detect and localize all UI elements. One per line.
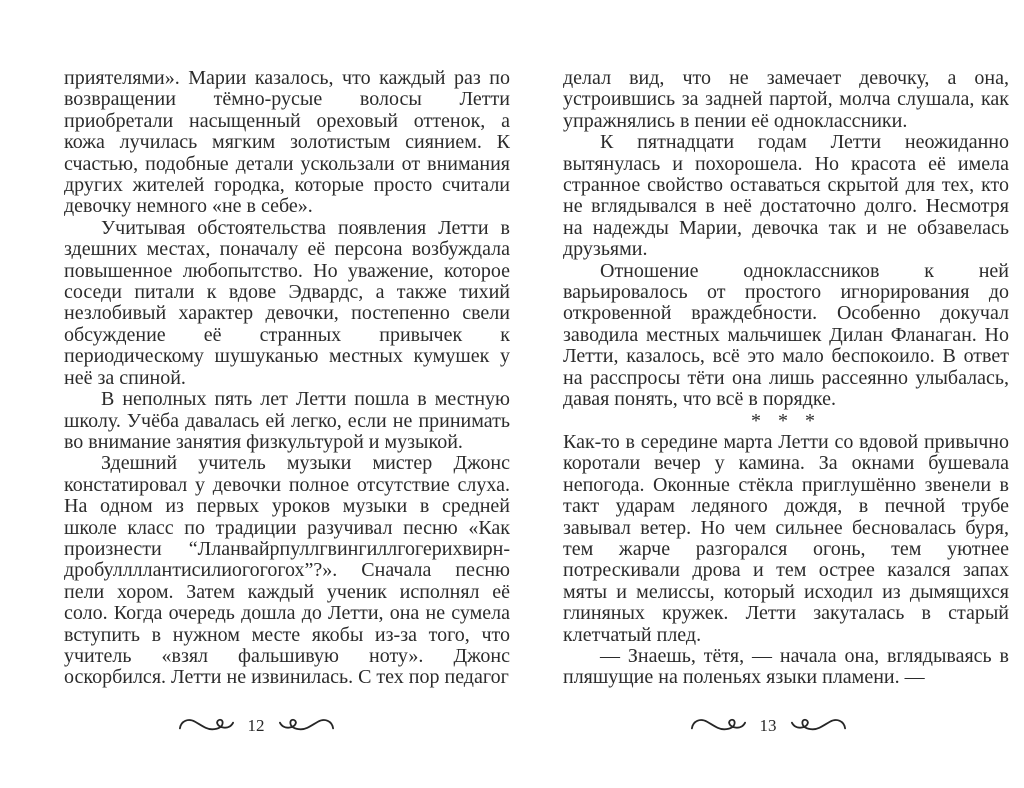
paragraph: К пятнадцати годам Летти неожиданно вытянулась и похорошела. Но красота её имела странное свойство оставаться скрытой для тех, кто не вглядывался в неё достаточно долго. Несмотря на надежды Марии, девочка так и не обзавелась друзьями. [563, 131, 1009, 261]
paragraph: Отношение одноклассников к ней варьировалось от простого игнорирования до откровенной враждебности. Особенно докучал заводила местных мальчишек Дилан Фланаган. Но Летти, казалось, всё это мало беспокоило. В ответ на расспросы тёти она лишь рассеянно улыбалась, давая понять, что всё в порядке. [563, 259, 1009, 411]
page-number: 13 [759, 716, 777, 735]
paragraph: Учитывая обстоятельства появления Летти в здешних местах, поначалу её персона возбуждала повышенное любопытство. Но уважение, которое соседи питали к вдове Эдвардс, а также тихий незлобивый характер девочки, постепенно свели обсуждение её странных привычек к периодическому шушуканью местных кумушек у неё за спиной. [64, 216, 510, 389]
paragraph: Здешний учитель музыки мистер Джонс констатировал у девочки полное отсутствие слуха. На одном из первых уроков музыки в средней школе класс по традиции разучивал песню «Как произнести “Лланвайрпуллгвингиллгогерихвирндробуллллантисилиогогогох”?». Сначала песню пели хором. Затем каждый ученик исполнял её соло. Когда очередь дошла до Летти, она не сумела вступить в нужном месте якобы из-за того, что учитель «взял фальшивую ноту». Джонс оскорбился. Летти не извинилась. С тех пор педагог [64, 452, 510, 689]
flourish-left-icon [178, 716, 235, 736]
paragraph: — Знаешь, тётя, — начала она, вглядываясь в пляшущие на поленьях языки пламени. — [563, 644, 1009, 689]
flourish-right-icon [278, 716, 335, 736]
page-right-text [563, 68, 1009, 689]
page-footer [512, 716, 1024, 736]
section-separator: * * * [751, 409, 821, 432]
page-number: 12 [247, 716, 265, 735]
page-right [512, 0, 1024, 788]
page-footer [0, 716, 512, 736]
paragraph: В неполных пять лет Летти пошла в местную школу. Учёба давалась ей легко, если не принимать во внимание занятия физкультурой и музыкой. [64, 388, 510, 453]
paragraph: Как-то в середине марта Летти со вдовой привычно коротали вечер у камина. За окнами бушевала непогода. Оконные стёкла приглушённо звенели в такт ударам ледяного дождя, в печной трубе завывал ветер. Но чем сильнее бесновалась буря, тем жарче разгорался огонь, тем уютнее потрескивали дрова и тем острее казался запах мяты и мелиссы, который исходил из дымящихся глиняных кружек. Летти закуталась в старый клетчатый плед. [563, 430, 1009, 646]
paragraph: делал вид, что не замечает девочку, а она, устроившись за задней партой, молча слушала, как упражнялись в пении её одноклассники. [563, 67, 1009, 132]
page-left-text [64, 68, 510, 689]
paragraph: приятелями». Марии казалось, что каждый раз по возвращении тёмно-русые волосы Летти приобретали насыщенный ореховый оттенок, а кожа лучилась мягким золотистым сиянием. К счастью, подобные детали ускользали от внимания других жителей городка, которые просто считали девочку немного «не в себе». [64, 67, 510, 218]
flourish-left-icon [690, 716, 747, 736]
flourish-right-icon [790, 716, 847, 736]
